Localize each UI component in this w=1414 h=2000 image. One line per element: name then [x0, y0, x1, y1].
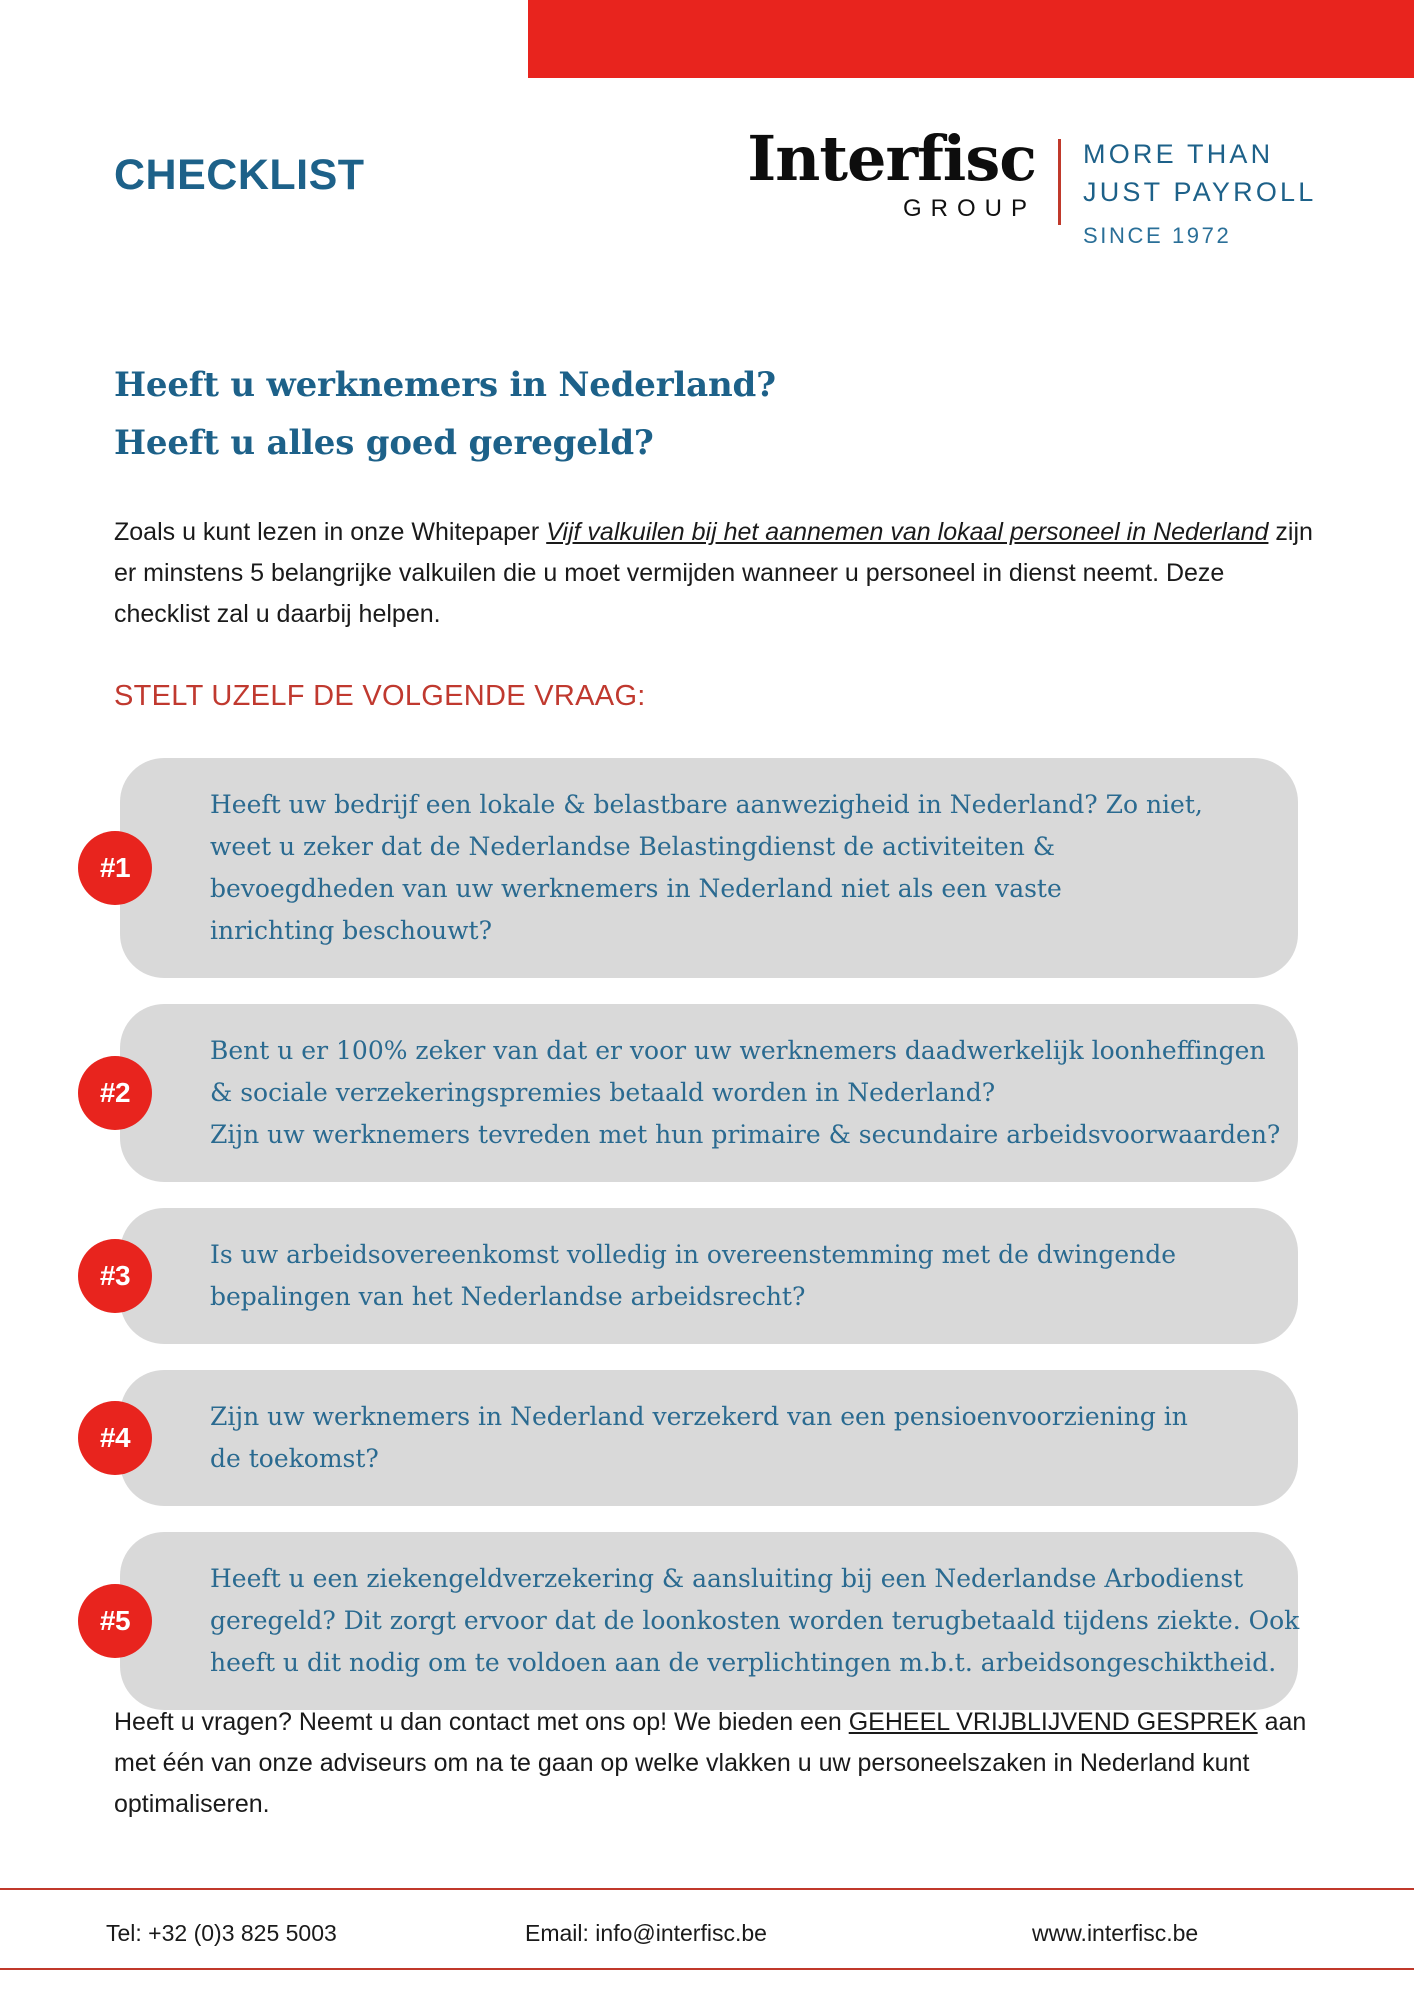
question-line: Heeft uw bedrijf een lokale & belastbare aanwezigheid in Nederland? Zo niet, [210, 790, 1203, 819]
question-badge: #3 [78, 1239, 152, 1313]
question-line: geregeld? Dit zorgt ervoor dat de loonkosten worden terugbetaald tijdens ziekte. Ook [210, 1606, 1300, 1635]
question-line: heeft u dit nodig om te voldoen aan de verplichtingen m.b.t. arbeidsongeschiktheid. [210, 1648, 1277, 1677]
outro-text-part2: aan met één van onze adviseurs om na te gaan op welke vlakken u uw personeelszaken in Nederland kunt optimaliseren. [114, 1708, 1307, 1818]
interfisc-logo [686, 122, 1317, 253]
intro-paragraph [114, 512, 1314, 635]
outro-text-part1: Heeft u vragen? Neemt u dan contact met ons op! We bieden een [114, 1708, 849, 1736]
heading-line-2: Heeft u alles goed geregeld? [114, 423, 654, 463]
footer-website[interactable]: www.interfisc.be [1032, 1919, 1199, 1946]
heading-line-1: Heeft u werknemers in Nederland? [114, 365, 776, 405]
page-footer [0, 1902, 1414, 1964]
main-headings [114, 356, 1294, 472]
logo-wordmark: Interfisc [747, 122, 1036, 195]
question-row [0, 758, 1414, 978]
outro-paragraph [114, 1702, 1344, 1825]
logo-tagline-line3: SINCE 1972 [1083, 223, 1232, 248]
question-text [210, 1558, 1300, 1684]
logo-group-label: GROUP [902, 195, 1036, 222]
question-badge: #1 [78, 831, 152, 905]
question-line: Zijn uw werknemers tevreden met hun primaire & secundaire arbeidsvoorwaarden? [210, 1120, 1281, 1149]
question-line: inrichting beschouwt? [210, 916, 492, 945]
header-red-bar [528, 0, 1414, 78]
question-line: & sociale verzekeringspremies betaald worden in Nederland? [210, 1078, 996, 1107]
question-text [210, 1234, 1258, 1318]
logo-wordmark-block [686, 122, 1042, 223]
intro-text-part1: Zoals u kunt lezen in onze Whitepaper [114, 518, 547, 546]
footer-rule-top [0, 1888, 1414, 1890]
question-pill [120, 1370, 1298, 1506]
question-badge: #5 [78, 1584, 152, 1658]
footer-email[interactable]: Email: info@interfisc.be [525, 1919, 767, 1946]
question-line: Bent u er 100% zeker van dat er voor uw werknemers daadwerkelijk loonheffingen [210, 1036, 1266, 1065]
logo-tagline-line2: JUST PAYROLL [1083, 177, 1317, 207]
question-row [0, 1004, 1414, 1182]
question-pill [120, 1004, 1298, 1182]
question-pill [120, 758, 1298, 978]
question-text [210, 1030, 1281, 1156]
logo-divider [1058, 139, 1061, 225]
section-subheading: STELT UZELF DE VOLGENDE VRAAG: [114, 680, 646, 712]
question-line: bepalingen van het Nederlandse arbeidsrecht? [210, 1282, 806, 1311]
page-header [0, 122, 1414, 248]
question-badge: #4 [78, 1401, 152, 1475]
logo-tagline [1083, 125, 1316, 253]
question-pill [120, 1532, 1298, 1710]
question-line: Zijn uw werknemers in Nederland verzekerd van een pensioenvoorziening in [210, 1402, 1188, 1431]
question-badge: #2 [78, 1056, 152, 1130]
question-line: Heeft u een ziekengeldverzekering & aansluiting bij een Nederlandse Arbodienst [210, 1564, 1244, 1593]
question-line: de toekomst? [210, 1444, 379, 1473]
question-line: bevoegdheden van uw werknemers in Nederland niet als een vaste [210, 874, 1062, 903]
footer-telephone: Tel: +32 (0)3 825 5003 [106, 1919, 337, 1946]
question-text [210, 784, 1258, 952]
logo-tagline-line1: MORE THAN [1083, 139, 1274, 169]
whitepaper-link[interactable]: Vijf valkuilen bij het aannemen van lokaal personeel in Nederland [546, 518, 1269, 546]
question-pill [120, 1208, 1298, 1344]
question-row [0, 1208, 1414, 1344]
footer-rule-bottom [0, 1968, 1414, 1970]
question-row [0, 1532, 1414, 1710]
question-line: weet u zeker dat de Nederlandse Belastingdienst de activiteiten & [210, 832, 1056, 861]
question-line: Is uw arbeidsovereenkomst volledig in overeenstemming met de dwingende [210, 1240, 1177, 1269]
intro-text-part2: zijn er minstens 5 belangrijke valkuilen die u moet vermijden wanneer u personeel in dienst neemt. Deze checklist zal u daarbij helpen. [114, 518, 1313, 628]
page-title: CHECKLIST [114, 151, 365, 199]
question-text [210, 1396, 1258, 1480]
question-list [0, 758, 1414, 1736]
question-row [0, 1370, 1414, 1506]
free-consult-link[interactable]: GEHEEL VRIJBLIJVEND GESPREK [848, 1708, 1258, 1736]
